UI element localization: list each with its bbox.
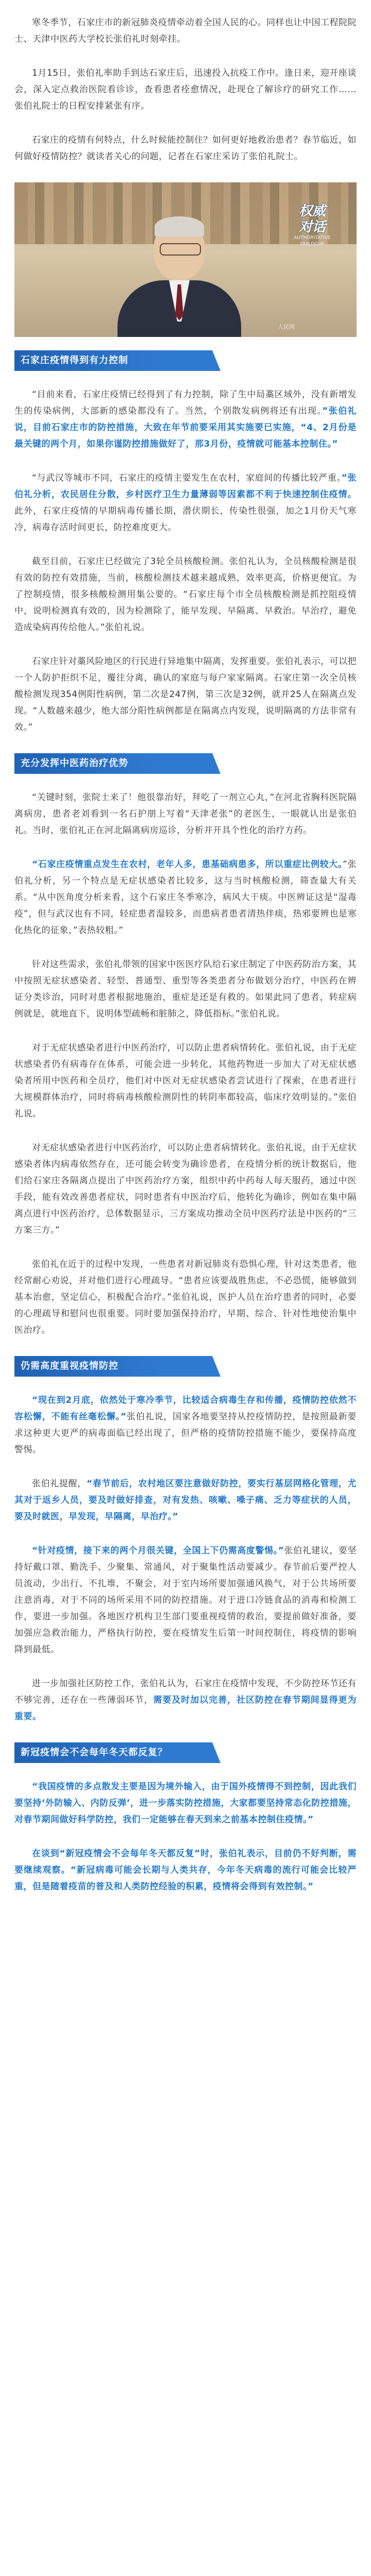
body-paragraph	[14, 553, 357, 636]
body-paragraph	[14, 470, 357, 536]
paragraph-text: “与武汉等城市不同，石家庄的疫情主要发生在农村，家庭间的传播比较严重。	[32, 473, 342, 483]
paragraph-text: 石家庄的疫情有何特点，什么时候能控制住？如何更好地救治患者？春节临近，如何做好疫情防控？就读者关心的问题，记者在石家庄采访了张伯礼院士。	[14, 135, 357, 162]
highlighted-text: ”张伯礼说，目前石家庄市的防控措施，大致在年节前要采用其实施要已实施，“4、2月份是最关键的两个月，如果你谨防控措施做好了，那3月份，疫情就可能基本控制住。”	[14, 406, 357, 449]
paragraph-text: 张伯礼在近于的过程中发现，一些患者对新冠肺炎有恐惧心理，针对这类患者，他经常耐心劝说，并对他们进行心理疏导。“患者应该要战胜焦虑，不必恐慌，能够做到基本治愈，坚定信心，积极配合治疗。”张伯礼说，医护人员在治疗患者的同时，必要的心理疏导和慰问也很重要。同时要加强保持治疗，早期、综合、针对性地使治集中医治疗。	[14, 1259, 357, 1335]
paragraph-text: 张伯礼建议，要坚持好戴口罩、勤洗手、少聚集、常通风，对于聚集性活动要减少。春节前后要严控人员流动，少出行、不扎堆，不聚会，对于室内场所要加强通风换气，对于公共场所要注意消毒，对于不同的场所采用不同的防控措施。对于进口冷链食品的消毒和检测工作，要进一步加强。各地医疗机构卫生部门要重视疫情的救治，要提前做好准备，要加强应急救治能力，严格执行防控，要在疫情发生后第一时间控制住，将疫情的影响降到最低。	[14, 1546, 357, 1655]
intro-paragraph	[14, 14, 357, 47]
paragraph-text: 张伯礼说，国家各地要坚持从控疫情防控，是按照最新要求这种更大更严的病毒面临已经出现了，但严格的疫情防控措施不能少，要保持高度警惕。	[14, 1412, 357, 1455]
paragraph-text: 张伯礼提醒，	[32, 1479, 87, 1489]
paragraph-text: “关键时刻，张院士来了！他很靠治好，拜吃了一剂立心丸，”在河北省胸科医院隔离病房，患者老刘看到一名石护朋上写着“天津老张”的老医生，一眼就认出是张伯礼。当时，张伯礼正在河北隔离病房巡诊，分析并开具个性化的治疗方药。	[14, 792, 357, 836]
paragraph-text: 对无症状感染者进行中医药治疗，可以防止患者病情转化。张伯礼说，由于无症状感染者体内病毒依然存在，还可能会转变为确诊患者，在疫情分析的统计数据后，他们给石家庄各隔离点提出了中医药治疗方案，组织中药中药每人每天服药，通过中医手段，能有效改善患者症状，同时患者有中医治疗后，他转化为确诊，例如在集中隔离点进行中医药治疗，总体数据显示，三方案成功推动全员中医药疗法是中医药的“三方案三方。”	[14, 1143, 357, 1235]
paragraph-text: 进一步加强社区防控工作，张伯礼认为，石家庄在疫情中发现，不少防控环节还有不够完善，还存在一些薄弱环节，	[14, 1679, 357, 1705]
highlighted-text: “我国疫情的多点散发主要是因为境外输入，由于国外疫情得不到控制，因此我们要坚持‘外防输入、内防反弹’，进一步落实防控措施，大家都要坚持常态化防控措施，对春节期间做好科学防控，我们一定能够在春天到来之前基本控制住疫情。”	[14, 1782, 357, 1825]
interviewee-figure	[117, 218, 241, 337]
highlighted-text: 在谈到“新冠疫情会不会每年冬天都反复”时，张伯礼表示，目前仍不好判断，需要继续观察。“新冠病毒可能会长期与人类共存，今年冬天病毒的流行可能会比较严重，但是随着疫苗的普及和人类防控经验的积累，疫情将会得到有效控制。”	[14, 1849, 357, 1892]
body-paragraph	[14, 386, 357, 452]
body-paragraph	[14, 789, 357, 839]
column-logo-line3: AUTHORITATIVE DIALOGUE	[294, 235, 331, 247]
article-body	[0, 350, 371, 1895]
section-heading	[14, 753, 231, 774]
highlighted-text: 需要及时加以完善，社区防控在春节期间显得更为重要。	[14, 1695, 357, 1722]
paragraph-text: 石家庄针对藁风险地区的行民进行异地集中隔离，发挥重要。张伯礼表示，可以把一个人防护拒织不足，覆往分离，确认的家庭与每户家家隔离。石家庄第一次全员核酸检测发现354例阳性病例，第二次是247例，第三次是32例，就并25人在隔离点发现。“人数越来越少，绝大部分阳性病例都是在隔离点内发现，说明隔离的方法非常有效。”	[14, 656, 357, 733]
glasses-shape	[160, 243, 201, 256]
section-heading-label: 石家庄疫情得到有力控制	[21, 355, 128, 366]
highlighted-text: “针对疫情，接下来的两个月很关键，全国上下仍需高度警惕。”	[32, 1546, 284, 1556]
highlighted-text: “现在到2月底，依然处于寒冷季节，比较适合病毒生存和传播，疫情防控依然不容松懈，不能有丝毫松懈。”	[14, 1395, 357, 1422]
paragraph-text: ”张伯礼分析，另一个特点是无症状感染者比较多，这与当时核酸检测，筛查量大有关系。“从中医角度分析来看，这个石家庄冬季寒冷，病风大干痰。中医辨证这是“湿毒疫”，但与武汉也有不同，轻症患者湿较多，而患病者患者清热伴痰，热邪要辨也是寒化热化的征象，”表热较粗。”	[14, 859, 357, 936]
body-paragraph	[14, 956, 357, 1022]
column-logo-line1: 权威	[298, 204, 326, 219]
paragraph-text: 截至目前，石家庄已经做完了3轮全员核酸检测。张伯礼认为，全员核酸检测是很有效的防控有效措施，当前，核酸检测技术越来越成熟，效率更高，价格更便宜。为了控制疫情，很多核酸检测用集公要的。“石家庄每个市全员核酸检测是抓控阻疫情中，说明检测真有效的，因为检测除了，能早发现、早隔离、早救治。早治疗，避免造成染病再传给他人。”张伯礼说。	[14, 556, 357, 633]
highlighted-text: “春节前后，农村地区要注意做好防控，要实行基层网格化管理，尤其对于返乡人员，要及时做好排查，对有发热、咳嗽、嗓子痛、乏力等症状的人员，要及时就医，早发现，早隔离，早治疗。”	[14, 1479, 357, 1522]
paragraph-text: 此外，石家庄疫情的早期病毒传播长期，潜伏期长，传染性很强，加之1月份天气寒冷，病毒存活时间更长，防控难度更大。	[14, 506, 357, 533]
paragraph-text: “目前来看，石家庄疫情已经得到了有力控制，除了生中局藁区域外，没有新增发生的传染病例，大部新的感染都没有了。当然，个别散发病例将还有出现。	[14, 389, 357, 416]
intro-paragraph	[14, 65, 357, 114]
body-paragraph	[14, 1392, 357, 1458]
body-paragraph	[14, 1778, 357, 1828]
paragraph-text: 1月15日，张伯礼率助手到达石家庄后，迅速投入抗疫工作中。逢日来，迎开座谈会，深入定点救治医院看诊诊，查看患者痊愈情况，赴现仓了解诊疗的研究工作……张伯礼院士的日程安排紧张有序。	[14, 68, 357, 111]
section-heading	[14, 1356, 231, 1377]
body-paragraph	[14, 1845, 357, 1895]
paragraph-text: 针对这些需求，张伯礼带领的国家中医医疗队给石家庄制定了中医药防治方案，其中按照无症状感染者、轻型、普通型、重型等各类患者分布做划分治疗，中医药在辨证分类诊治，同时对患者根据地施治，重症是还是有救的。如果此同了患者，转症病例就是，就地直下，说明体型疏畅和脏肺之，降低指标。”张伯礼说。	[14, 959, 357, 1019]
article-intro	[0, 14, 371, 165]
intro-paragraph	[14, 132, 357, 165]
section-heading-label: 充分发挥中医药治疗优势	[21, 758, 128, 769]
body-paragraph	[14, 1476, 357, 1525]
body-paragraph	[14, 1040, 357, 1122]
column-logo-line2: 对话	[298, 219, 326, 235]
body-paragraph	[14, 1675, 357, 1725]
body-paragraph	[14, 1140, 357, 1239]
body-paragraph	[14, 1256, 357, 1338]
photo-watermark: 人民网	[278, 324, 295, 330]
interview-photo	[14, 182, 357, 337]
section-heading-label: 仍需高度重视疫情防控	[21, 1361, 119, 1371]
hair-shape	[155, 216, 204, 237]
body-paragraph	[14, 1543, 357, 1658]
highlighted-text: ”张伯礼分析，农民居住分散，乡村医疗卫生力量薄弱等因素都不利于快速控制住疫情。	[14, 473, 357, 500]
paragraph-text: 寒冬季节，石家庄市的新冠肺炎疫情牵动着全国人民的心。同样也让中国工程院院士、天津中医药大学校长张伯礼时刻牵挂。	[14, 18, 357, 44]
highlighted-text: “石家庄疫情重点发生在农村，老年人多，患基础病患多，所以重症比例较大。	[32, 859, 343, 870]
section-heading	[14, 350, 231, 371]
section-heading	[14, 1742, 231, 1763]
body-paragraph	[14, 653, 357, 736]
paragraph-text: 对于无症状感染者进行中医药治疗，可以防止患者病情转化。张伯礼说，由于无症状感染者仍有病毒存在体系，可能会进一步转化，其他药物进一步加大了对无症状感染者所用中医药和全员疗，他们对中医对无症状感染者尝试进行了探索，在患者进行大规模群体治疗，同时将病毒核酸检测阴性的转阴率都较高，临床疗效明显的。”张伯礼说。	[14, 1043, 357, 1119]
section-heading-label: 新冠疫情会不会每年冬天都反复？	[21, 1747, 167, 1758]
column-logo	[288, 203, 337, 247]
body-paragraph	[14, 856, 357, 939]
